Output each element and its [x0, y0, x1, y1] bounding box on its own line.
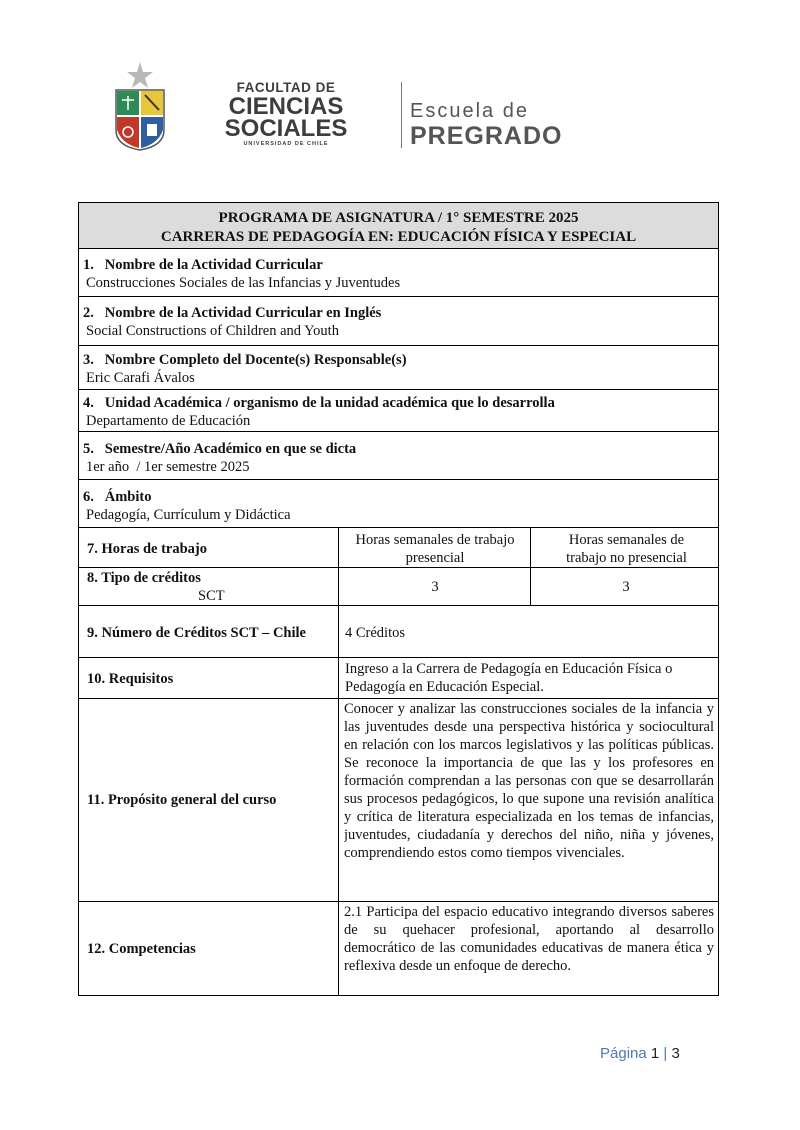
school-name	[410, 100, 562, 150]
university-shield-icon	[112, 60, 168, 152]
logo-line-4: UNIVERSIDAD DE CHILE	[243, 141, 329, 147]
purpose-label: 11. Propósito general del curso	[87, 792, 277, 808]
section-1-label: Nombre de la Actividad Curricular	[104, 257, 323, 273]
section-4-number: 4.	[83, 395, 94, 411]
logo-line-3: SOCIALES	[224, 115, 348, 142]
school-line-1: Escuela de	[410, 100, 529, 122]
column-divider	[338, 527, 339, 995]
hours-no-presencial-header: Horas semanales de trabajo no presencial	[566, 532, 687, 566]
section-1	[83, 256, 713, 292]
logo-line-2: CIENCIAS	[228, 93, 344, 120]
row-divider	[79, 389, 718, 390]
purpose-value: Conocer y analizar las construcciones sociales de la infancia y las juventudes desde una perspectiva histórica y sociocultural en relación con los marcos legislativos y las políticas públicas. Se reconoce la importancia de que las y los profesores en formación comprendan a las personas con que se desarrollarán sus procesos pedagógicos, lo que supone una revisión analítica y crítica de literatura especializada en los temas de infancias, juventudes, ciudadanía y derechos del niño, niña y jóvenes, comprendiendo estos como tiempos vivenciales.	[344, 701, 714, 861]
page-label: Página	[600, 1045, 647, 1062]
course-program-table	[78, 202, 719, 996]
school-line-2: PREGRADO	[410, 122, 563, 150]
section-3-label: Nombre Completo del Docente(s) Responsable(s)	[104, 352, 407, 368]
section-3-number: 3.	[83, 352, 94, 368]
row-divider	[79, 248, 718, 249]
faculty-name	[172, 80, 400, 149]
page-total: 3	[671, 1045, 680, 1062]
column-divider	[530, 527, 531, 605]
credits-number-value: 4 Créditos	[345, 625, 406, 641]
section-6-value: Pedagogía, Currículum y Didáctica	[86, 507, 291, 523]
table-header	[79, 203, 718, 249]
hours-label: 7. Horas de trabajo	[87, 541, 208, 557]
row-divider	[79, 527, 718, 528]
page-footer	[600, 1045, 680, 1062]
row-divider	[79, 345, 718, 346]
credit-presencial-value: 3	[431, 579, 439, 595]
requirements-label: 10. Requisitos	[87, 671, 174, 687]
page-separator: |	[663, 1045, 668, 1062]
header-line-2: CARRERAS DE PEDAGOGÍA EN: EDUCACIÓN FÍSICA Y ESPECIAL	[160, 229, 637, 245]
section-2-value: Social Constructions of Children and Youth	[86, 323, 339, 339]
hours-presencial-header: Horas semanales de trabajo presencial	[355, 532, 515, 566]
section-2	[83, 304, 713, 340]
credits-number-label: 9. Número de Créditos SCT – Chile	[87, 625, 306, 641]
competencies-label: 12. Competencias	[87, 941, 196, 957]
credit-type-unit: SCT	[198, 588, 225, 604]
section-4-label: Unidad Académica / organismo de la unidad académica que lo desarrolla	[104, 395, 555, 411]
section-5-label: Semestre/Año Académico en que se dicta	[104, 441, 357, 457]
section-5-value: 1er año / 1er semestre 2025	[86, 459, 250, 475]
faculty-logo	[112, 60, 563, 160]
section-3	[83, 351, 713, 387]
row-divider	[79, 431, 718, 432]
section-2-number: 2.	[83, 305, 94, 321]
row-divider	[79, 567, 718, 568]
header-line-1: PROGRAMA DE ASIGNATURA / 1° SEMESTRE 2025	[218, 210, 579, 226]
section-4-value: Departamento de Educación	[86, 413, 251, 429]
competencies-value: 2.1 Participa del espacio educativo integrando diversos saberes de su quehacer profesional, aportando al desarrollo democrático de las comunidades educativas de manera ética y reflexiva desde un enfoque de derecho.	[344, 904, 714, 974]
requirements-value: Ingreso a la Carrera de Pedagogía en Educación Física o Pedagogía en Educación Especial.	[345, 661, 673, 695]
row-divider	[79, 657, 718, 658]
row-divider	[79, 605, 718, 606]
section-4	[83, 394, 717, 430]
page-current: 1	[650, 1045, 660, 1062]
section-3-value: Eric Carafi Ávalos	[86, 370, 195, 386]
logo-line-1: FACULTAD DE	[236, 80, 336, 95]
section-6-number: 6.	[83, 489, 94, 505]
section-6	[83, 488, 713, 524]
section-1-value: Construcciones Sociales de las Infancias y Juventudes	[86, 275, 401, 291]
credit-type-label: 8. Tipo de créditos	[87, 570, 201, 586]
credit-no-presencial-value: 3	[622, 579, 630, 595]
section-1-number: 1.	[83, 257, 94, 273]
section-5	[83, 440, 713, 476]
row-divider	[79, 296, 718, 297]
logo-divider	[401, 82, 402, 148]
section-2-label: Nombre de la Actividad Curricular en Inglés	[104, 305, 382, 321]
section-5-number: 5.	[83, 441, 94, 457]
section-6-label: Ámbito	[104, 489, 152, 505]
credit-type-cell	[87, 569, 332, 605]
row-divider	[79, 698, 718, 699]
row-divider	[79, 901, 718, 902]
row-divider	[79, 479, 718, 480]
